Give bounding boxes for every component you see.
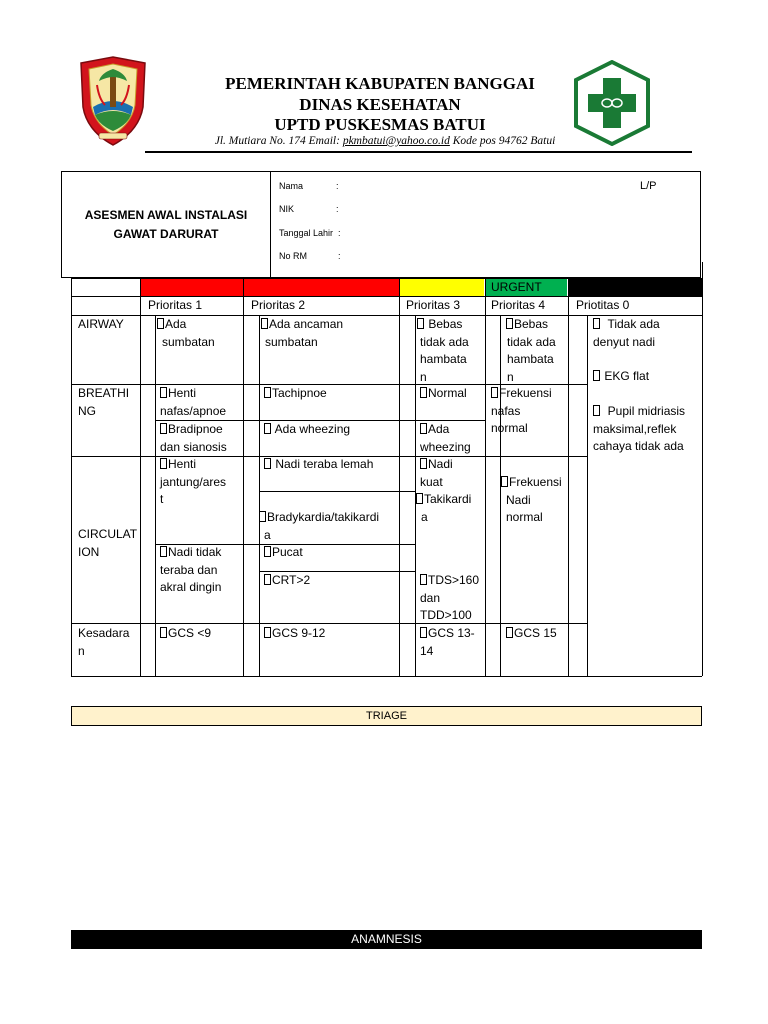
- letterhead-rule: [145, 151, 692, 153]
- option-text: Bradykardia/takikardi: [267, 510, 380, 524]
- option-text: GCS <9: [168, 626, 212, 640]
- checkbox[interactable]: [157, 318, 164, 329]
- option-text: Ada: [428, 422, 450, 436]
- option-text: Nadi teraba lemah: [275, 457, 374, 471]
- option-text: Bebas: [514, 317, 549, 331]
- option-text: sumbatan: [162, 334, 215, 349]
- option-text: hambata: [507, 352, 554, 366]
- option-text: normal: [491, 421, 528, 435]
- option-text: Ada wheezing: [274, 422, 351, 436]
- option-text: maksimal,reflek: [593, 421, 677, 436]
- option-text: Nadi: [428, 457, 453, 471]
- form-title-line2: GAWAT DARURAT: [113, 227, 219, 241]
- option-text: teraba dan: [160, 562, 218, 577]
- kesadaran-p2-option[interactable]: [264, 625, 325, 643]
- option-text: Pucat: [272, 545, 303, 559]
- option-text: Normal: [428, 386, 467, 400]
- option-text: EKG flat: [604, 369, 650, 383]
- row-label-kesadaran-1: Kesadara: [78, 626, 130, 640]
- checkbox[interactable]: [160, 387, 167, 398]
- row-label-kesadaran-2: n: [78, 643, 85, 658]
- tanggal-lahir-label: Tanggal Lahir: [279, 228, 334, 238]
- option-text: nafas/apnoe: [160, 403, 227, 418]
- circulation-p2-option-brady-tachy[interactable]: [259, 509, 379, 544]
- address-prefix: Jl. Mutiara No. 174 Email:: [214, 135, 343, 147]
- option-text: 14: [420, 643, 434, 658]
- letterhead-unit: UPTD PUSKESMAS BATUI: [274, 115, 486, 134]
- no-rm-field[interactable]: :: [338, 251, 341, 261]
- circulation-p3-option-strong-pulse[interactable]: [420, 456, 453, 491]
- grid-v: [71, 278, 72, 676]
- checkbox[interactable]: [264, 423, 271, 434]
- checkbox[interactable]: [160, 627, 167, 638]
- option-text: Henti: [168, 386, 197, 400]
- checkbox[interactable]: [261, 318, 268, 329]
- form-header-box: [61, 171, 701, 278]
- no-rm-label: No RM: [279, 251, 308, 261]
- airway-p1-option[interactable]: [157, 316, 215, 351]
- option-text: Frekuensi: [509, 475, 562, 489]
- checkbox[interactable]: [264, 458, 271, 469]
- option-text: sumbatan: [265, 334, 318, 349]
- p0-option-ekg-flat[interactable]: [593, 368, 649, 386]
- option-text: GCS 13-: [428, 626, 475, 640]
- address-suffix: Kode pos 94762 Batui: [449, 135, 556, 147]
- checkbox[interactable]: [416, 493, 423, 504]
- breathing-p4-option-normal[interactable]: [491, 385, 552, 438]
- grid-h: [71, 278, 702, 279]
- option-text: kuat: [420, 474, 443, 489]
- option-text: hambata: [420, 352, 467, 366]
- kesadaran-p1-option[interactable]: [160, 625, 211, 643]
- grid-v: [587, 315, 588, 676]
- grid-v: [568, 278, 569, 676]
- header-prioritas-1: Prioritas 1: [148, 298, 203, 312]
- option-text: GCS 15: [514, 626, 557, 640]
- option-text: Bebas: [428, 317, 463, 331]
- row-label-circulation-1: CIRCULAT: [78, 527, 138, 541]
- circulation-p2-option-crt[interactable]: [264, 572, 310, 590]
- checkbox[interactable]: [420, 423, 427, 434]
- letterhead-agency: DINAS KESEHATAN: [299, 95, 461, 114]
- row-label-breathing-2: NG: [78, 403, 96, 418]
- grid-h: [71, 676, 702, 677]
- gender-lp-field[interactable]: L/P: [640, 180, 657, 192]
- nik-field[interactable]: :: [336, 204, 339, 214]
- breathing-p2-option-wheezing[interactable]: [264, 421, 350, 439]
- p0-option-pupil[interactable]: [593, 403, 685, 456]
- checkbox[interactable]: [264, 574, 271, 585]
- option-text: tidak ada: [507, 334, 556, 349]
- header-divider: [270, 172, 271, 277]
- checkbox[interactable]: [160, 423, 167, 434]
- band-yellow-p3: [400, 279, 484, 296]
- option-text: Henti: [168, 457, 197, 471]
- option-text: Pupil midriasis: [607, 404, 686, 418]
- form-title: [62, 206, 270, 244]
- circulation-p1-option-arrest[interactable]: [160, 456, 226, 509]
- checkbox[interactable]: [264, 387, 271, 398]
- circulation-p3-option-tds[interactable]: [420, 572, 479, 625]
- option-text: a: [421, 509, 428, 524]
- grid-v: [243, 278, 244, 676]
- p0-option-no-pulse[interactable]: [593, 316, 660, 351]
- row-label-breathing-1: BREATHI: [78, 386, 130, 400]
- band-red-p2: [244, 279, 399, 296]
- checkbox[interactable]: [259, 511, 266, 522]
- airway-p2-option[interactable]: [261, 316, 343, 351]
- checkbox[interactable]: [593, 370, 600, 381]
- breathing-p1-option-bradipnoe[interactable]: [160, 421, 227, 456]
- option-text: GCS 9-12: [272, 626, 326, 640]
- breathing-p2-option-tachipnoe[interactable]: [264, 385, 327, 403]
- option-text: Bradipnoe: [168, 422, 223, 436]
- grid-v: [485, 278, 486, 676]
- header-prioritas-3: Prioritas 3: [406, 298, 461, 312]
- option-text: CRT>2: [272, 573, 311, 587]
- grid-v: [140, 278, 141, 676]
- letterhead-address: [150, 135, 620, 147]
- checkbox[interactable]: [420, 387, 427, 398]
- header-prioritas-0: Priotitas 0: [576, 298, 630, 312]
- option-text: normal: [506, 510, 543, 524]
- grid-v: [259, 315, 260, 676]
- option-text: a: [264, 527, 271, 542]
- airway-p3-option[interactable]: [417, 316, 469, 386]
- option-text: dan sianosis: [160, 439, 227, 454]
- row-label-airway: AIRWAY: [78, 317, 124, 331]
- circulation-p3-option-takikardia[interactable]: [416, 491, 471, 526]
- checkbox[interactable]: [420, 574, 427, 585]
- tanggal-lahir-field[interactable]: :: [338, 228, 341, 238]
- option-text: TDD>100: [420, 608, 472, 622]
- band-red-p1: [141, 279, 243, 296]
- kesadaran-p3-option[interactable]: [420, 625, 475, 660]
- band-black-p0: [568, 279, 702, 296]
- nik-label: NIK: [279, 204, 295, 214]
- option-text: cahaya tidak ada: [593, 439, 684, 453]
- option-text: Nadi tidak: [168, 545, 222, 559]
- option-text: TDS>160: [428, 573, 480, 587]
- row-label-circulation-2: ION: [78, 544, 100, 559]
- checkbox[interactable]: [417, 318, 424, 329]
- grid-h: [71, 623, 587, 624]
- airway-p4-option[interactable]: [506, 316, 556, 386]
- breathing-p3-option-wheezing[interactable]: [420, 421, 471, 456]
- header-prioritas-2: Prioritas 2: [251, 298, 306, 312]
- option-text: wheezing: [420, 439, 471, 454]
- option-text: Takikardi: [424, 492, 472, 506]
- nama-label: Nama: [279, 181, 304, 191]
- checkbox[interactable]: [506, 318, 513, 329]
- option-text: Frekuensi: [499, 386, 552, 400]
- grid-v: [702, 262, 703, 676]
- option-text: Tidak ada: [607, 317, 660, 331]
- breathing-p3-option-normal[interactable]: [420, 385, 467, 403]
- banggai-emblem-logo: [77, 55, 149, 149]
- option-text: t: [160, 492, 164, 506]
- option-text: dan: [420, 590, 441, 605]
- checkbox[interactable]: [160, 546, 167, 557]
- option-text: n: [420, 369, 427, 384]
- option-text: nafas: [491, 403, 521, 418]
- email-link[interactable]: pkmbatui@yahoo.co.id: [342, 135, 450, 147]
- grid-h: [259, 491, 415, 492]
- checkbox[interactable]: [264, 546, 271, 557]
- nama-field[interactable]: :: [336, 181, 339, 191]
- circulation-p4-option-normal[interactable]: [501, 474, 562, 527]
- anamnesis-section-header: ANAMNESIS: [71, 930, 702, 949]
- form-title-line1: ASESMEN AWAL INSTALASI: [84, 208, 248, 222]
- circulation-p1-option-no-pulse[interactable]: [160, 544, 221, 597]
- checkbox[interactable]: [506, 627, 513, 638]
- option-text: jantung/ares: [160, 474, 227, 489]
- checkbox[interactable]: [264, 627, 271, 638]
- circulation-p2-option-weak-pulse[interactable]: [264, 456, 373, 474]
- checkbox[interactable]: [420, 458, 427, 469]
- option-text: denyut nadi: [593, 334, 656, 349]
- checkbox[interactable]: [501, 476, 508, 487]
- grid-v: [399, 278, 400, 676]
- circulation-p2-option-pucat[interactable]: [264, 544, 303, 562]
- row-label-circulation: [78, 526, 137, 561]
- checkbox[interactable]: [420, 627, 427, 638]
- grid-v: [155, 315, 156, 676]
- option-text: Ada ancaman: [269, 317, 344, 331]
- checkbox[interactable]: [593, 318, 600, 329]
- header-prioritas-4: Prioritas 4: [491, 298, 546, 312]
- option-text: n: [507, 369, 514, 384]
- option-text: Ada: [165, 317, 187, 331]
- letterhead-government: PEMERINTAH KABUPATEN BANGGAI: [225, 74, 535, 93]
- triage-section-header: TRIAGE: [71, 706, 702, 726]
- option-text: Tachipnoe: [272, 386, 327, 400]
- row-label-kesadaran: [78, 625, 129, 660]
- option-text: tidak ada: [420, 334, 469, 349]
- checkbox[interactable]: [593, 405, 600, 416]
- option-text: akral dingin: [160, 580, 222, 594]
- band-green-urgent: URGENT: [485, 279, 567, 296]
- row-label-breathing: [78, 385, 129, 420]
- option-text: Nadi: [506, 492, 531, 507]
- kesadaran-p4-option[interactable]: [506, 625, 557, 643]
- checkbox[interactable]: [160, 458, 167, 469]
- checkbox[interactable]: [491, 387, 498, 398]
- breathing-p1-option-apnoe[interactable]: [160, 385, 226, 420]
